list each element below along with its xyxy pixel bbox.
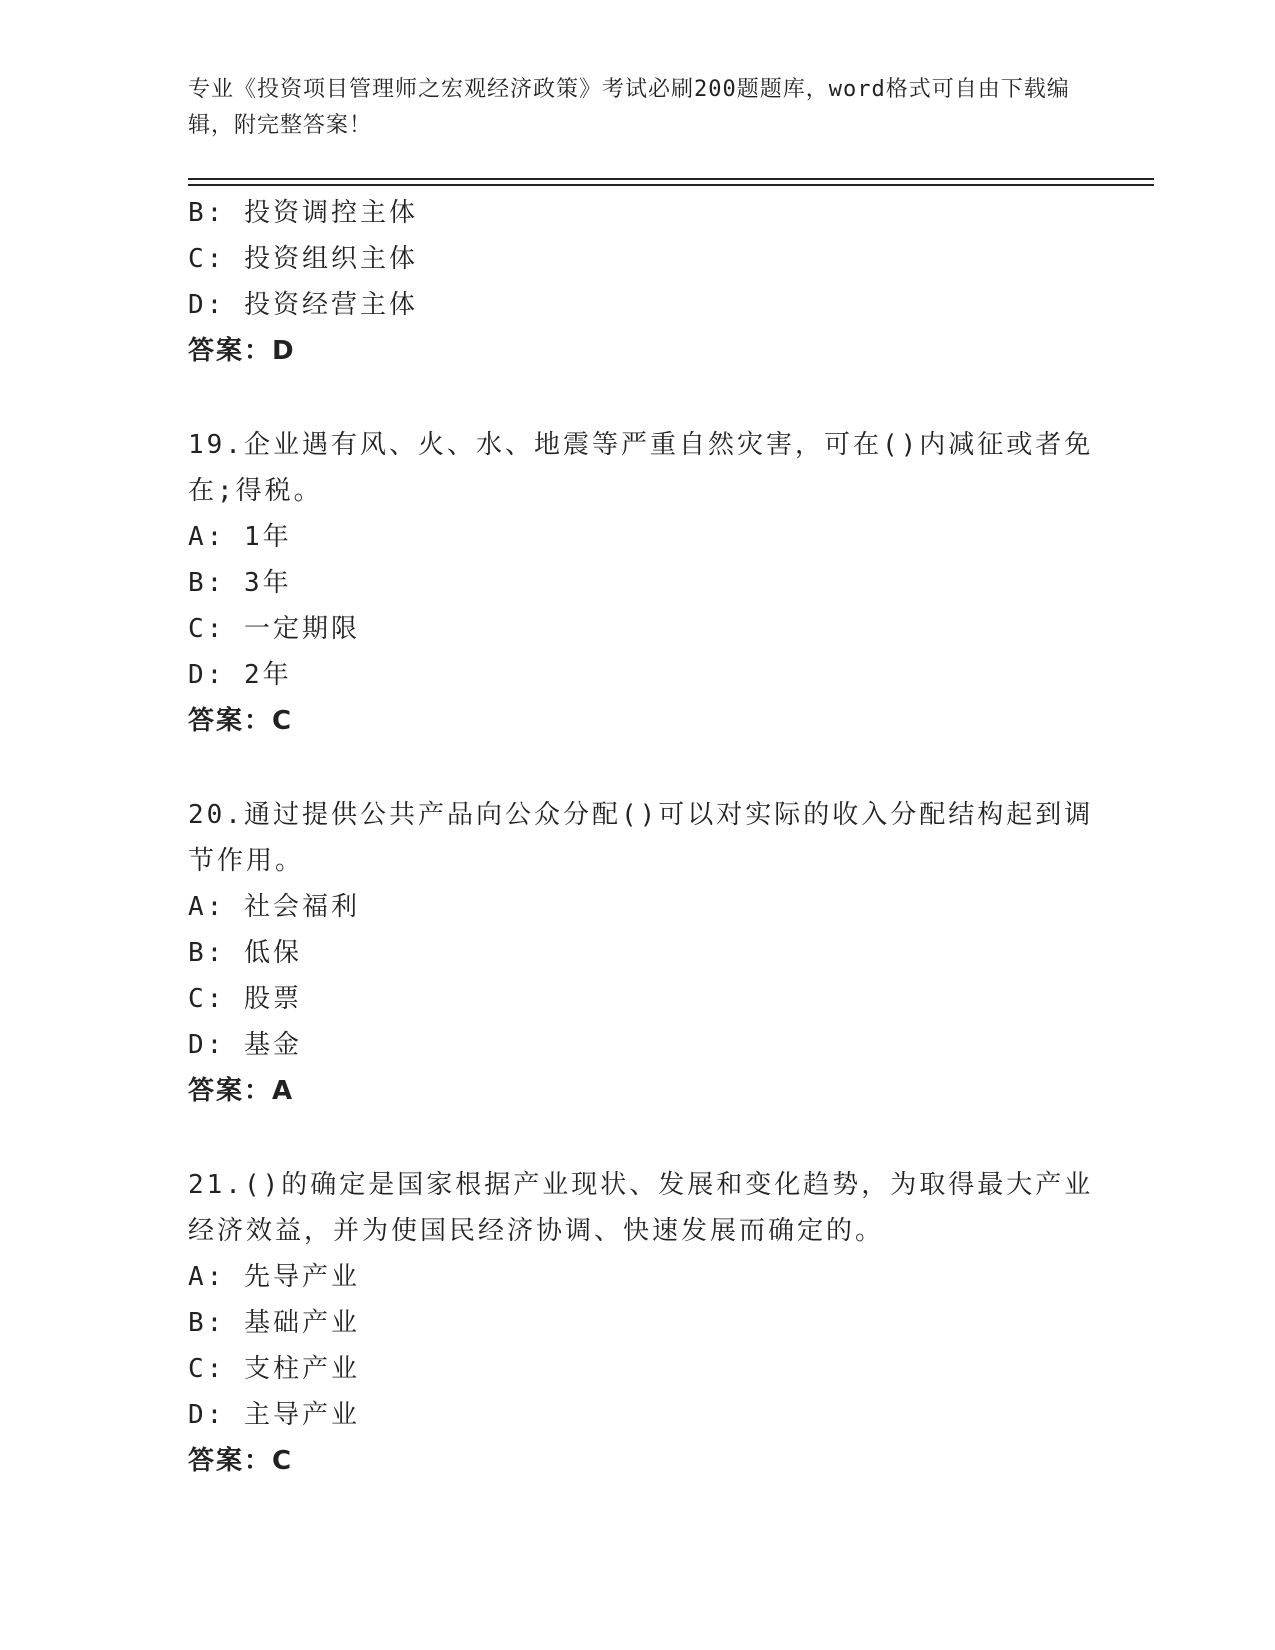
question-19 — [188, 422, 1094, 744]
option-d: D: 主导产业 — [188, 1400, 360, 1430]
question-21 — [188, 1162, 1094, 1484]
question-text-line-2: 节作用。 — [188, 846, 305, 876]
question-text-line-2: 经济效益，并为使国民经济协调、快速发展而确定的。 — [188, 1216, 885, 1246]
header-divider-bottom — [188, 184, 1154, 186]
option-b: B: 3年 — [188, 568, 292, 598]
option-a: A: 先导产业 — [188, 1262, 360, 1292]
question-text-line-1: 21.()的确定是国家根据产业现状、发展和变化趋势，为取得最大产业 — [188, 1170, 1094, 1200]
answer-line: 答案：C — [188, 1446, 294, 1476]
answer-line: 答案：D — [188, 336, 296, 366]
question-text-line-1: 19.企业遇有风、火、水、地震等严重自然灾害，可在()内减征或者免 — [188, 430, 1094, 460]
option-d: D: 2年 — [188, 660, 292, 690]
option-a: A: 社会福利 — [188, 892, 360, 922]
option-b: B: 低保 — [188, 938, 302, 968]
header-title: 专业《投资项目管理师之宏观经济政策》考试必刷200题题库，word格式可自由下载编辑，附完整答案！ — [188, 77, 1070, 138]
header-divider-top — [188, 178, 1154, 180]
option-c: C: 支柱产业 — [188, 1354, 360, 1384]
option-c: C: 股票 — [188, 984, 302, 1014]
option-b: B: 基础产业 — [188, 1308, 360, 1338]
option-c: C: 一定期限 — [188, 614, 360, 644]
option-b: B: 投资调控主体 — [188, 198, 418, 228]
option-d: D: 投资经营主体 — [188, 290, 418, 320]
question-18-continuation — [188, 190, 1078, 374]
question-20 — [188, 792, 1094, 1114]
option-d: D: 基金 — [188, 1030, 302, 1060]
option-a: A: 1年 — [188, 522, 292, 552]
question-text-line-2: 在;得税。 — [188, 476, 323, 506]
answer-line: 答案：C — [188, 706, 294, 736]
answer-line: 答案：A — [188, 1076, 295, 1106]
option-c: C: 投资组织主体 — [188, 244, 418, 274]
question-list — [188, 190, 1094, 1484]
document-header — [188, 72, 1088, 144]
question-text-line-1: 20.通过提供公共产品向公众分配()可以对实际的收入分配结构起到调 — [188, 800, 1094, 830]
